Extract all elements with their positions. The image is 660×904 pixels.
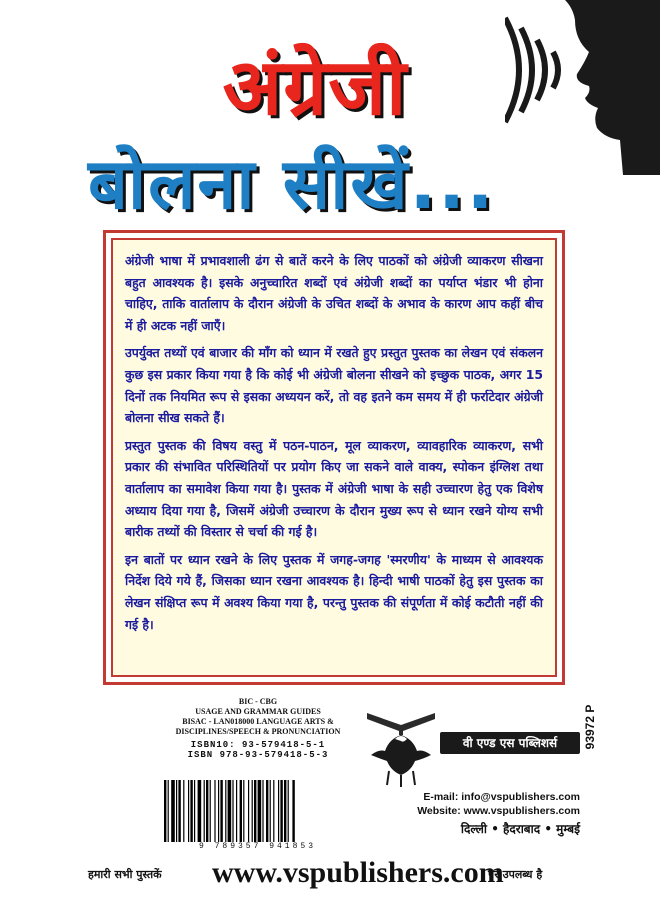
publisher-contact — [400, 790, 580, 818]
product-code — [580, 680, 600, 780]
isbn13: ISBN 978-93-579418-5-3 — [187, 750, 329, 760]
bic-code: BIC - CBG — [238, 697, 278, 706]
bisac-description: DISCIPLINES/SPEECH & PRONUNCIATION — [175, 727, 341, 736]
description-paragraph: अंग्रेजी भाषा में प्रभावशाली ढंग से बातें करने के लिए पाठकों को अंग्रेजी व्याकरण सीखना बहुत आवश्यक है। इसके अनुच्चारित शब्दों एवं अंग्रेजी शब्दों का पर्याप्त भंडार भी होना चाहिए, ताकि वार्तालाप के दौरान अंग्रेजी के उचित शब्दों के अभाव के कारण आप कहीं बीच में ही अटक नहीं जाएँ। — [125, 253, 543, 333]
title-line-1: अंग्रेजी — [222, 43, 408, 133]
publisher-email: E-mail: info@vspublishers.com — [423, 791, 580, 803]
speaking-head-icon — [505, 0, 660, 175]
eagle-logo-icon — [365, 705, 437, 787]
description-inner — [111, 238, 557, 677]
product-code-text: 93972 P — [583, 704, 597, 750]
availability-suffix: पर उपलब्ध है — [488, 868, 543, 881]
publisher-website: Website: www.vspublishers.com — [417, 805, 580, 817]
classification-block — [148, 697, 368, 760]
title-line-2: बोलना सीखें... — [88, 143, 496, 225]
description-paragraph: इन बातों पर ध्यान रखने के लिए पुस्तक में जगह-जगह 'स्मरणीय' के माध्यम से आवश्यक निर्देश दिये गये हैं, जिसका ध्यान रखना आवश्यक है। हिन्दी भाषी पाठकों हेतु इस पुस्तक का लेखन संक्षिप्त रूप में अवश्य किया गया है, परन्तु पुस्तक की संपूर्णता में कोई कटौती नहीं की गई है। — [125, 551, 543, 632]
description-paragraph: प्रस्तुत पुस्तक की विषय वस्तु में पठन-पाठन, मूल व्याकरण, व्यावहारिक व्याकरण, सभी प्रकार की संभावित परिस्थितियों पर प्रयोग किए जा सकने वाले वाक्य, स्पोकन इंग्लिश तथा वार्तालाप का समावेश किया गया है। पुस्तक में अंग्रेजी भाषा के सही उच्चारण हेतु एक विशेष अध्याय दिया गया है, जिसमें अंग्रेजी उच्चारण के दौरान मुख्य रूप से ध्यान रखने योग्य सभी बारीक तथ्यों की विस्तार से चर्चा की गई है। — [125, 437, 543, 540]
publisher-cities: दिल्ली • हैदराबाद • मुम्बई — [460, 822, 580, 836]
bic-description: USAGE AND GRAMMAR GUIDES — [195, 707, 321, 716]
availability-prefix: हमारी सभी पुस्तकें — [88, 868, 162, 881]
publisher-logo: वी एण्ड एस पब्लिशर्स — [440, 732, 580, 754]
barcode-number: 9 789357 941853 — [198, 842, 316, 851]
availability-line — [88, 853, 588, 893]
barcode — [160, 780, 355, 842]
description-paragraph: उपर्युक्त तथ्यों एवं बाजार की माँग को ध्यान में रखते हुए प्रस्तुत पुस्तक का लेखन एवं संकलन कुछ इस प्रकार किया गया है कि कोई भी अंग्रेजी बोलना सीखने को इच्छुक पाठक, अगर 15 दिनों तक नियमित रूप से इसका अध्ययन करें, तो वह इतने कम समय में ही फर्राटेदार अंग्रेजी बोलना सीख सकते हैं। — [125, 345, 543, 426]
website-url: www.vspublishers.com — [212, 856, 504, 889]
isbn10: ISBN10: 93-579418-5-1 — [190, 740, 326, 750]
description-box — [103, 230, 565, 685]
bisac-code: BISAC - LAN018000 LANGUAGE ARTS & — [182, 717, 334, 726]
